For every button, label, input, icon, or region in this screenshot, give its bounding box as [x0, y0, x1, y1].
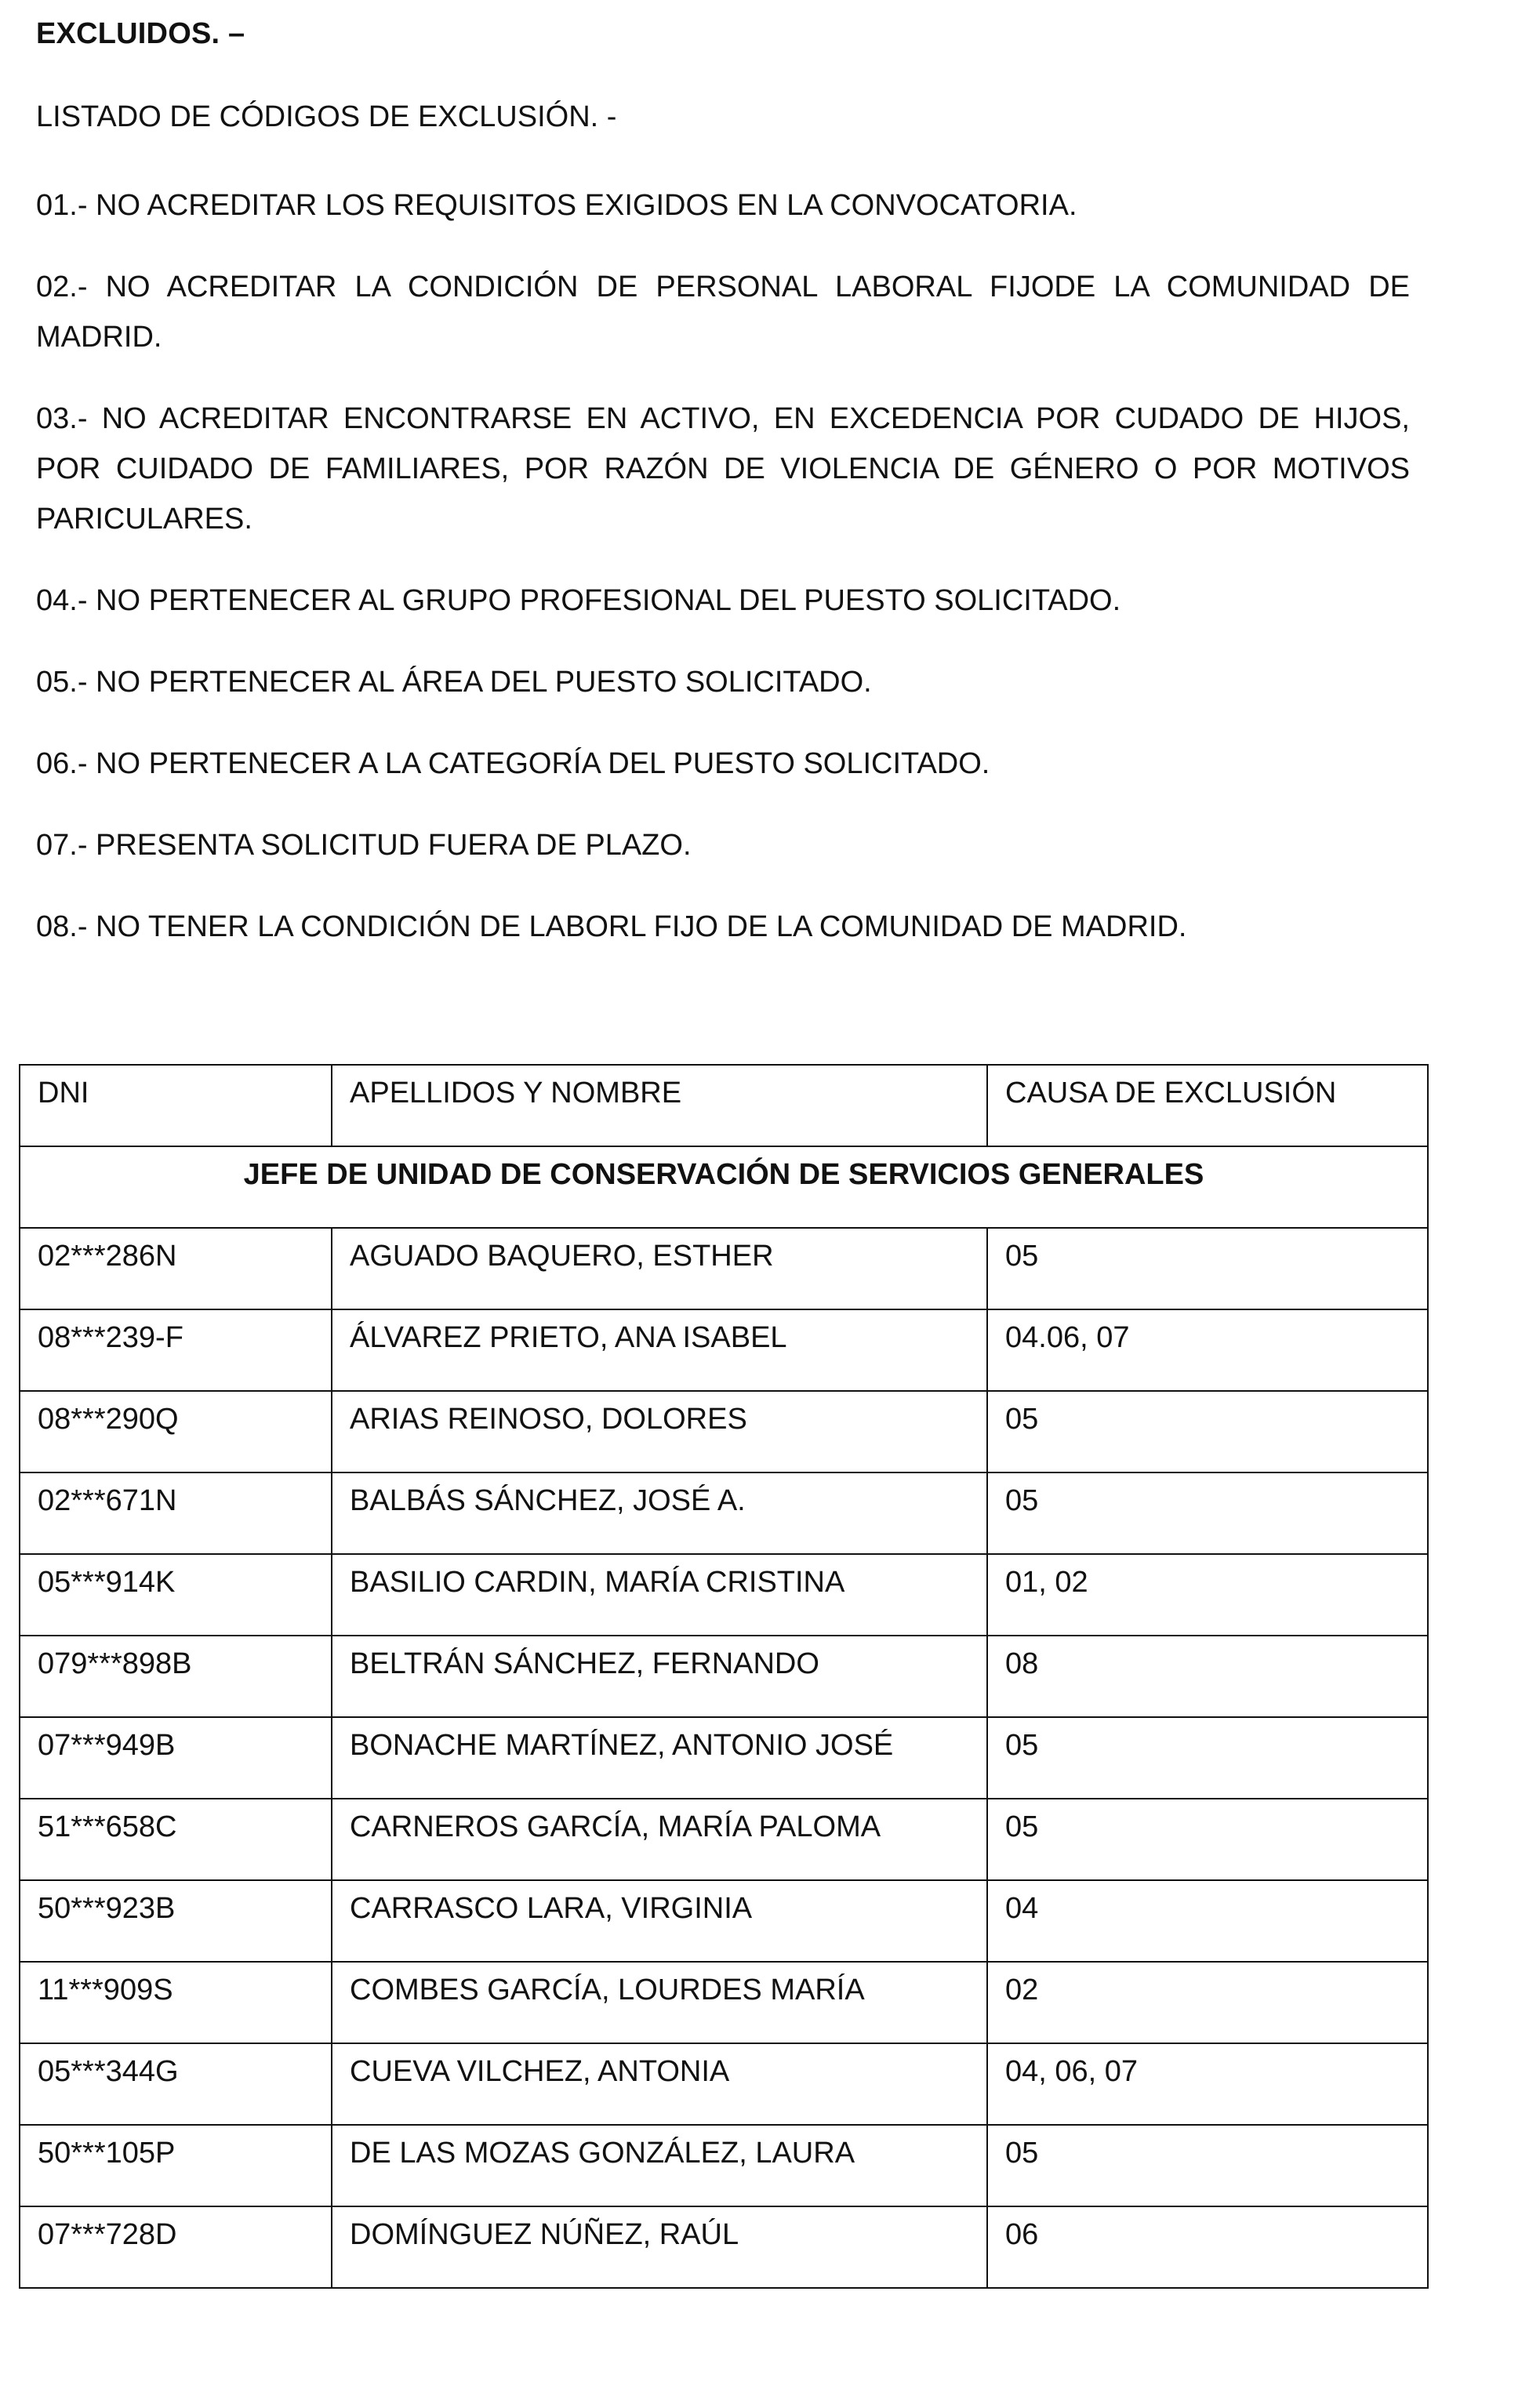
table-row [20, 2125, 1428, 2206]
cell-dni: 05***344G [20, 2043, 332, 2125]
cell-cause: 05 [987, 1472, 1428, 1554]
cell-name: COMBES GARCÍA, LOURDES MARÍA [332, 1962, 987, 2043]
cell-cause: 06 [987, 2206, 1428, 2288]
exclusion-code: 05.- NO PERTENECER AL ÁREA DEL PUESTO SOLICITADO. [36, 666, 872, 699]
exclusion-code: 08.- NO TENER LA CONDICIÓN DE LABORL FIJO DE LA COMUNIDAD DE MADRID. [36, 910, 1187, 943]
cell-cause: 05 [987, 1228, 1428, 1309]
exclusion-code: 03.- NO ACREDITAR ENCONTRARSE EN ACTIVO, EN EXCEDENCIA POR CUDADO DE HIJOS, POR CUIDADO DE FAMILIARES, POR RAZÓN DE VIOLENCIA DE GÉNERO O POR MOTIVOS PARICULARES. [36, 402, 1410, 536]
exclusion-code: 06.- NO PERTENECER A LA CATEGORÍA DEL PUESTO SOLICITADO. [36, 747, 990, 780]
cell-name: CARNEROS GARCÍA, MARÍA PALOMA [332, 1799, 987, 1880]
cell-name: CUEVA VILCHEZ, ANTONIA [332, 2043, 987, 2125]
exclusion-codes-list [36, 180, 1410, 983]
cell-cause: 08 [987, 1636, 1428, 1717]
cell-name: BELTRÁN SÁNCHEZ, FERNANDO [332, 1636, 987, 1717]
cell-name: AGUADO BAQUERO, ESTHER [332, 1228, 987, 1309]
exclusion-code: 07.- PRESENTA SOLICITUD FUERA DE PLAZO. [36, 829, 692, 862]
cell-dni: 02***286N [20, 1228, 332, 1309]
cell-dni: 079***898B [20, 1636, 332, 1717]
cell-name: BALBÁS SÁNCHEZ, JOSÉ A. [332, 1472, 987, 1554]
excluded-table [19, 1064, 1429, 2289]
codes-list-title: LISTADO DE CÓDIGOS DE EXCLUSIÓN. - [36, 100, 617, 133]
table-row [20, 2043, 1428, 2125]
cell-name: BASILIO CARDIN, MARÍA CRISTINA [332, 1554, 987, 1636]
table-row [20, 1391, 1428, 1472]
cell-cause: 05 [987, 1717, 1428, 1799]
table-header-row [20, 1065, 1428, 1146]
cell-cause: 04.06, 07 [987, 1309, 1428, 1391]
cell-dni: 11***909S [20, 1962, 332, 2043]
cell-name: DOMÍNGUEZ NÚÑEZ, RAÚL [332, 2206, 987, 2288]
cell-cause: 05 [987, 1799, 1428, 1880]
cell-cause: 04 [987, 1880, 1428, 1962]
exclusion-code: 04.- NO PERTENECER AL GRUPO PROFESIONAL DEL PUESTO SOLICITADO. [36, 584, 1121, 617]
table-row [20, 1472, 1428, 1554]
cell-cause: 04, 06, 07 [987, 2043, 1428, 2125]
table-row [20, 1962, 1428, 2043]
section-title: JEFE DE UNIDAD DE CONSERVACIÓN DE SERVICIOS GENERALES [20, 1146, 1428, 1228]
table-row [20, 1880, 1428, 1962]
cell-dni: 07***949B [20, 1717, 332, 1799]
cell-name: ARIAS REINOSO, DOLORES [332, 1391, 987, 1472]
table-row [20, 1636, 1428, 1717]
table-row [20, 1228, 1428, 1309]
cell-dni: 05***914K [20, 1554, 332, 1636]
exclusion-code: 01.- NO ACREDITAR LOS REQUISITOS EXIGIDOS EN LA CONVOCATORIA. [36, 189, 1077, 222]
table-section-row [20, 1146, 1428, 1228]
cell-dni: 02***671N [20, 1472, 332, 1554]
cell-cause: 05 [987, 1391, 1428, 1472]
header-cause: CAUSA DE EXCLUSIÓN [987, 1065, 1428, 1146]
excluded-table-container [19, 1064, 1427, 2289]
cell-cause: 05 [987, 2125, 1428, 2206]
cell-name: DE LAS MOZAS GONZÁLEZ, LAURA [332, 2125, 987, 2206]
excluded-heading: EXCLUIDOS. – [36, 17, 245, 50]
cell-dni: 51***658C [20, 1799, 332, 1880]
cell-cause: 01, 02 [987, 1554, 1428, 1636]
cell-name: BONACHE MARTÍNEZ, ANTONIO JOSÉ [332, 1717, 987, 1799]
cell-dni: 08***290Q [20, 1391, 332, 1472]
header-name: APELLIDOS Y NOMBRE [332, 1065, 987, 1146]
cell-dni: 08***239-F [20, 1309, 332, 1391]
table-row [20, 1717, 1428, 1799]
table-row [20, 1799, 1428, 1880]
cell-dni: 50***923B [20, 1880, 332, 1962]
cell-dni: 50***105P [20, 2125, 332, 2206]
exclusion-code: 02.- NO ACREDITAR LA CONDICIÓN DE PERSONAL LABORAL FIJODE LA COMUNIDAD DE MADRID. [36, 271, 1410, 354]
table-row [20, 1309, 1428, 1391]
cell-name: ÁLVAREZ PRIETO, ANA ISABEL [332, 1309, 987, 1391]
cell-dni: 07***728D [20, 2206, 332, 2288]
cell-name: CARRASCO LARA, VIRGINIA [332, 1880, 987, 1962]
header-dni: DNI [20, 1065, 332, 1146]
cell-cause: 02 [987, 1962, 1428, 2043]
table-row [20, 2206, 1428, 2288]
table-row [20, 1554, 1428, 1636]
